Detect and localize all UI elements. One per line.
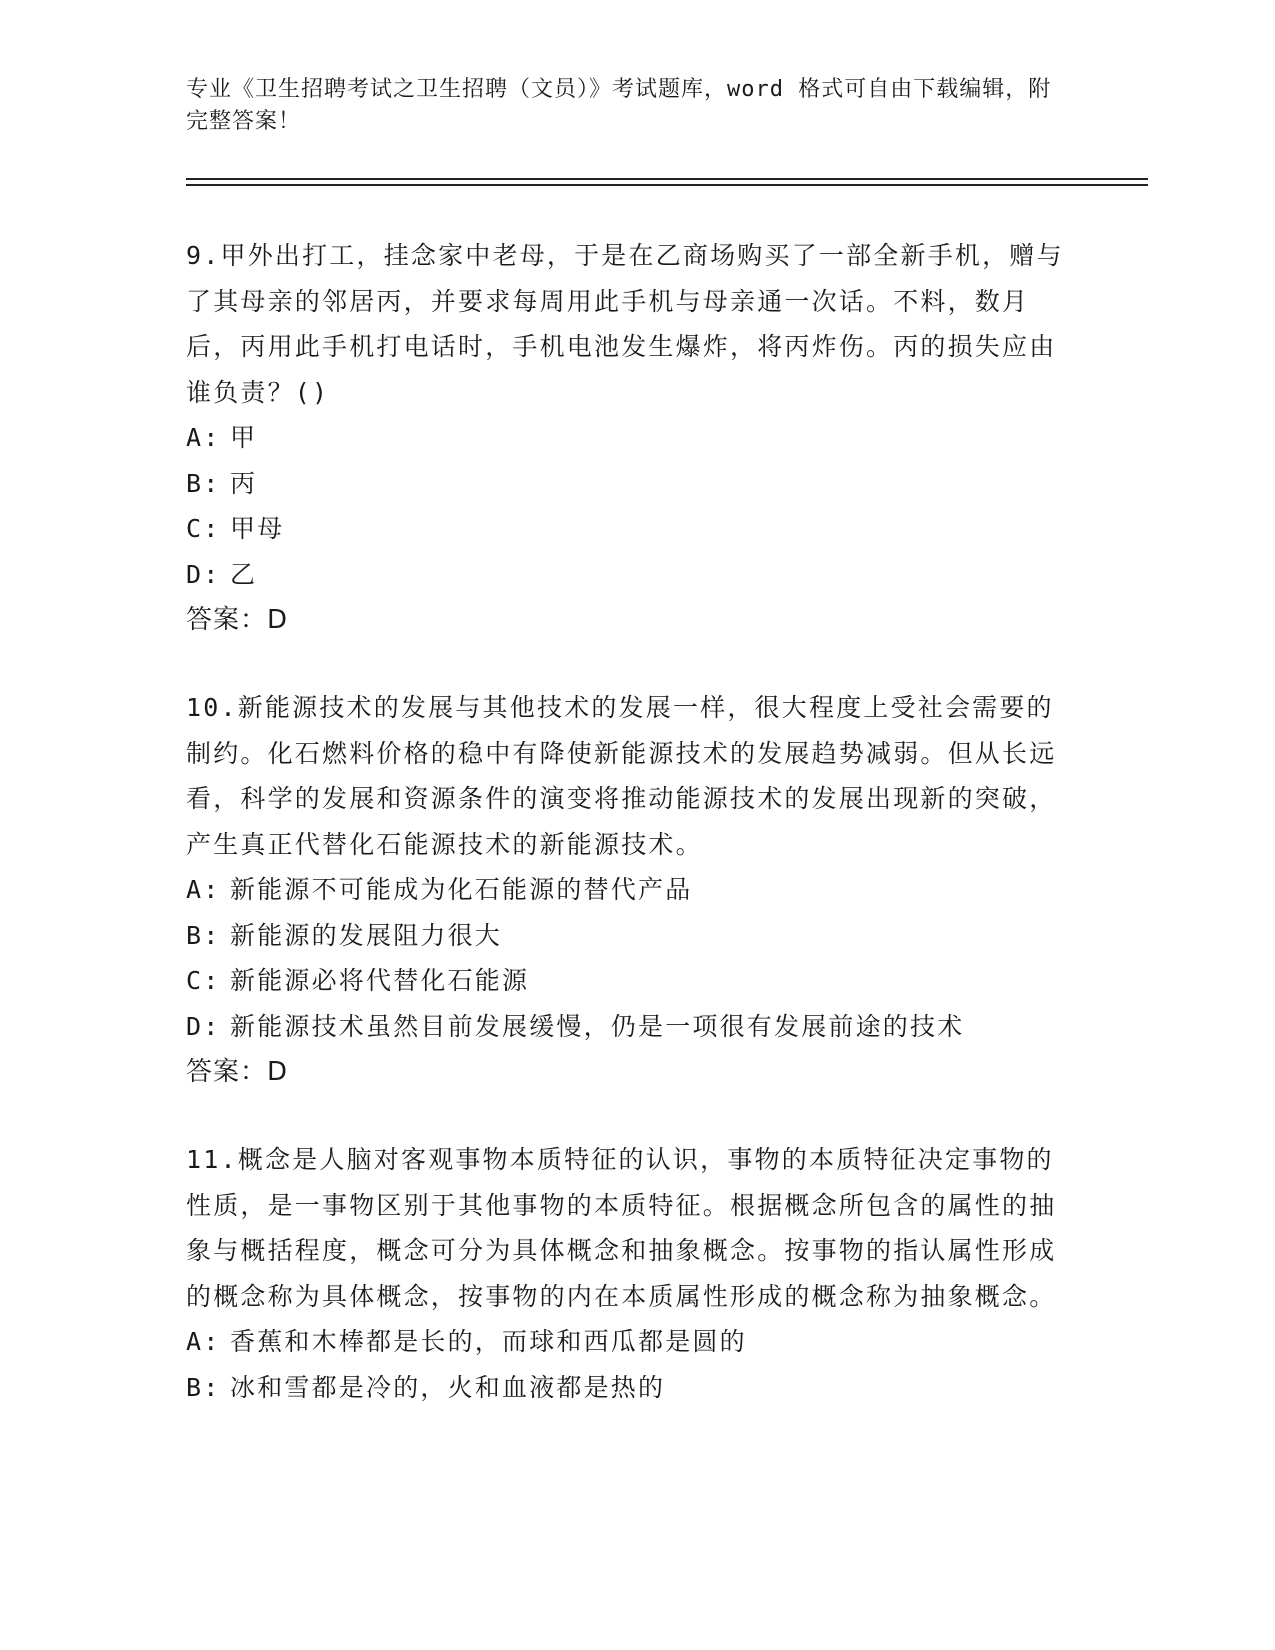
answer-line: 答案：D xyxy=(186,605,289,635)
option-text: 新能源技术虽然目前发展缓慢，仍是一项很有发展前途的技术 xyxy=(230,1011,965,1041)
option-letter: B: xyxy=(186,920,221,950)
option-letter: C: xyxy=(186,966,221,995)
option-c xyxy=(186,958,1066,1004)
option-text: 甲 xyxy=(230,423,258,452)
header-divider-bottom xyxy=(186,184,1148,186)
option-b xyxy=(186,1365,1066,1411)
option-d xyxy=(186,552,1066,598)
option-letter: B: xyxy=(186,1372,221,1402)
question-stem: 11.概念是人脑对客观事物本质特征的认识，事物的本质特征决定事物的性质，是一事物区别于其他事物的本质特征。根据概念所包含的属性的抽象与概括程度，概念可分为具体概念和抽象概念。按事物的指认属性形成的概念称为具体概念，按事物的内在本质属性形成的概念称为抽象概念。 xyxy=(186,1145,1057,1311)
question-11 xyxy=(186,1137,1066,1410)
option-text: 丙 xyxy=(230,468,258,498)
option-letter: A: xyxy=(186,1327,221,1356)
option-letter: D: xyxy=(186,1011,221,1041)
option-b xyxy=(186,461,1066,507)
answer-line: 答案：D xyxy=(186,1057,289,1087)
question-stem: 10.新能源技术的发展与其他技术的发展一样，很大程度上受社会需要的制约。化石燃料价格的稳中有降使新能源技术的发展趋势减弱。但从长远看，科学的发展和资源条件的演变将推动能源技术的发展出现新的突破，产生真正代替化石能源技术的新能源技术。 xyxy=(186,693,1057,859)
option-a xyxy=(186,867,1066,913)
option-letter: A: xyxy=(186,423,221,452)
question-9 xyxy=(186,233,1066,643)
option-b xyxy=(186,913,1066,959)
option-text: 香蕉和木棒都是长的，而球和西瓜都是圆的 xyxy=(230,1327,747,1356)
option-text: 新能源的发展阻力很大 xyxy=(230,920,503,950)
header-divider-top xyxy=(186,178,1148,180)
option-letter: D: xyxy=(186,559,221,589)
question-10 xyxy=(186,685,1066,1095)
option-text: 乙 xyxy=(230,559,258,589)
question-stem: 9.甲外出打工，挂念家中老母，于是在乙商场购买了一部全新手机，赠与了其母亲的邻居丙，并要求每周用此手机与母亲通一次话。不料，数月后，丙用此手机打电话时，手机电池发生爆炸，将丙炸伤。丙的损失应由谁负责？() xyxy=(186,241,1064,407)
header-text: 专业《卫生招聘考试之卫生招聘（文员）》考试题库，word 格式可自由下载编辑，附完整答案！ xyxy=(186,77,1052,134)
option-d xyxy=(186,1004,1066,1050)
option-text: 新能源不可能成为化石能源的替代产品 xyxy=(230,875,693,904)
option-letter: B: xyxy=(186,468,221,498)
option-c xyxy=(186,506,1066,552)
option-text: 新能源必将代替化石能源 xyxy=(230,966,530,995)
option-text: 冰和雪都是冷的，火和血液都是热的 xyxy=(230,1372,666,1402)
option-letter: A: xyxy=(186,875,221,904)
option-text: 甲母 xyxy=(230,514,285,543)
option-a xyxy=(186,415,1066,461)
option-letter: C: xyxy=(186,514,221,543)
option-a xyxy=(186,1319,1066,1365)
document-header xyxy=(186,74,1066,138)
